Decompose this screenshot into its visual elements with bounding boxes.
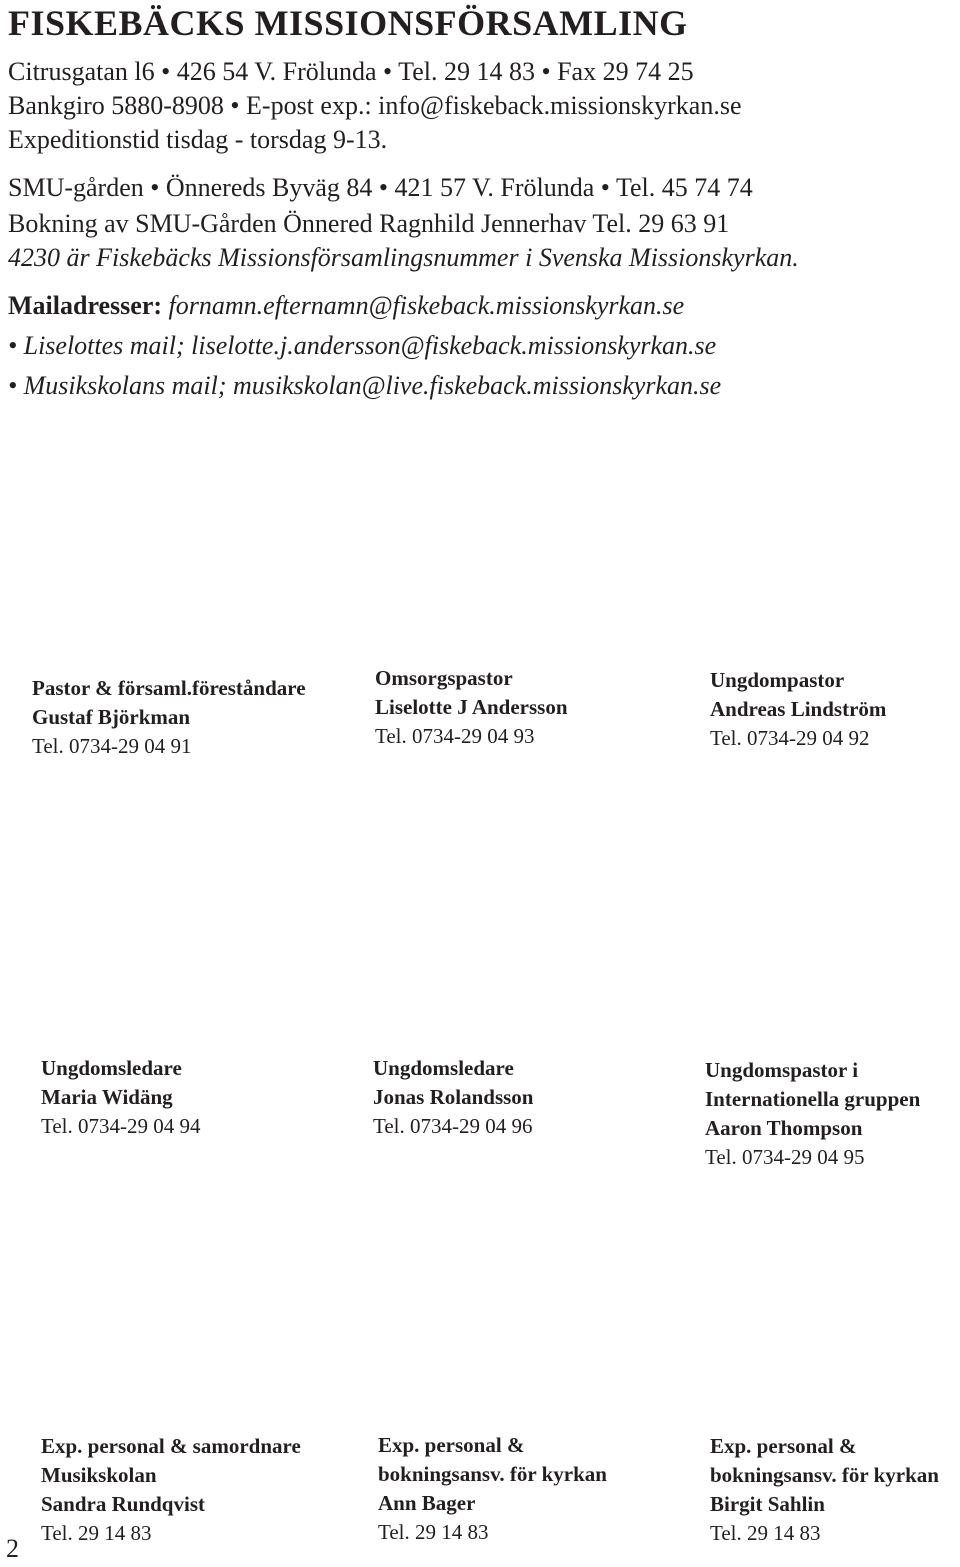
- staff-card: [32, 674, 306, 761]
- staff-role: Pastor & församl.föreståndare: [32, 676, 306, 700]
- address-line: Citrusgatan l6 • 426 54 V. Frölunda • Tel. 29 14 83 • Fax 29 74 25: [8, 57, 694, 86]
- staff-role: Exp. personal &: [378, 1433, 525, 1457]
- staff-phone: Tel. 29 14 83: [41, 1521, 152, 1545]
- staff-card: [710, 666, 886, 753]
- staff-phone: Tel. 29 14 83: [710, 1521, 821, 1545]
- page-number: 2: [6, 1534, 19, 1563]
- staff-card: [705, 1056, 920, 1172]
- staff-name: Ann Bager: [378, 1491, 476, 1515]
- staff-role: Exp. personal &: [710, 1434, 857, 1458]
- staff-card: [710, 1432, 939, 1548]
- staff-role: Ungdompastor: [710, 668, 845, 692]
- staff-card: [41, 1054, 201, 1141]
- staff-name: Birgit Sahlin: [710, 1492, 825, 1516]
- staff-phone: Tel. 0734-29 04 93: [375, 724, 535, 748]
- staff-name: Gustaf Björkman: [32, 705, 191, 729]
- staff-role-line2: Musikskolan: [41, 1463, 157, 1487]
- staff-name: Aaron Thompson: [705, 1116, 863, 1140]
- staff-card: [378, 1431, 607, 1547]
- staff-phone: Tel. 0734-29 04 91: [32, 734, 192, 758]
- staff-phone: Tel. 0734-29 04 96: [373, 1114, 533, 1138]
- staff-card: [375, 664, 568, 751]
- mail-label: Mailadresser:: [8, 291, 163, 320]
- staff-card: [373, 1054, 533, 1141]
- booking-line: Bokning av SMU-Gården Önnered Ragnhild Jennerhav Tel. 29 63 91: [8, 209, 730, 238]
- member-number-line: 4230 är Fiskebäcks Missionsförsamlingsnummer i Svenska Missionskyrkan.: [8, 243, 799, 272]
- smu-line: SMU-gården • Önnereds Byväg 84 • 421 57 V. Frölunda • Tel. 45 74 74: [8, 173, 753, 202]
- staff-name: Sandra Rundqvist: [41, 1492, 205, 1516]
- page-title: FISKEBÄCKS MISSIONSFÖRSAMLING: [8, 3, 688, 43]
- staff-role-line2: bokningsansv. för kyrkan: [710, 1463, 939, 1487]
- staff-name: Maria Widäng: [41, 1085, 173, 1109]
- staff-name: Jonas Rolandsson: [373, 1085, 534, 1109]
- staff-name: Liselotte J Andersson: [375, 695, 568, 719]
- staff-card: [41, 1432, 301, 1548]
- staff-role: Ungdomsledare: [373, 1056, 514, 1080]
- staff-phone: Tel. 0734-29 04 94: [41, 1114, 201, 1138]
- staff-phone: Tel. 0734-29 04 95: [705, 1145, 865, 1169]
- staff-phone: Tel. 0734-29 04 92: [710, 726, 870, 750]
- staff-role: Ungdomsledare: [41, 1056, 182, 1080]
- mail-line: [8, 290, 684, 322]
- bank-line: Bankgiro 5880-8908 • E-post exp.: info@fiskeback.missionskyrkan.se: [8, 91, 742, 120]
- staff-role: Exp. personal & samordnare: [41, 1434, 301, 1458]
- mail-liselotte: • Liselottes mail; liselotte.j.andersson@fiskeback.missionskyrkan.se: [8, 331, 717, 360]
- staff-role-line2: Internationella gruppen: [705, 1087, 921, 1111]
- staff-role: Ungdomspastor i: [705, 1058, 859, 1082]
- mail-music: • Musikskolans mail; musikskolan@live.fiskeback.missionskyrkan.se: [8, 371, 722, 400]
- hours-line: Expeditionstid tisdag - torsdag 9-13.: [8, 125, 388, 154]
- mail-pattern: fornamn.efternamn@fiskeback.missionskyrkan.se: [168, 291, 685, 320]
- staff-phone: Tel. 29 14 83: [378, 1520, 489, 1544]
- staff-name: Andreas Lindström: [710, 697, 887, 721]
- staff-role: Omsorgspastor: [375, 666, 513, 690]
- staff-role-line2: bokningsansv. för kyrkan: [378, 1462, 607, 1486]
